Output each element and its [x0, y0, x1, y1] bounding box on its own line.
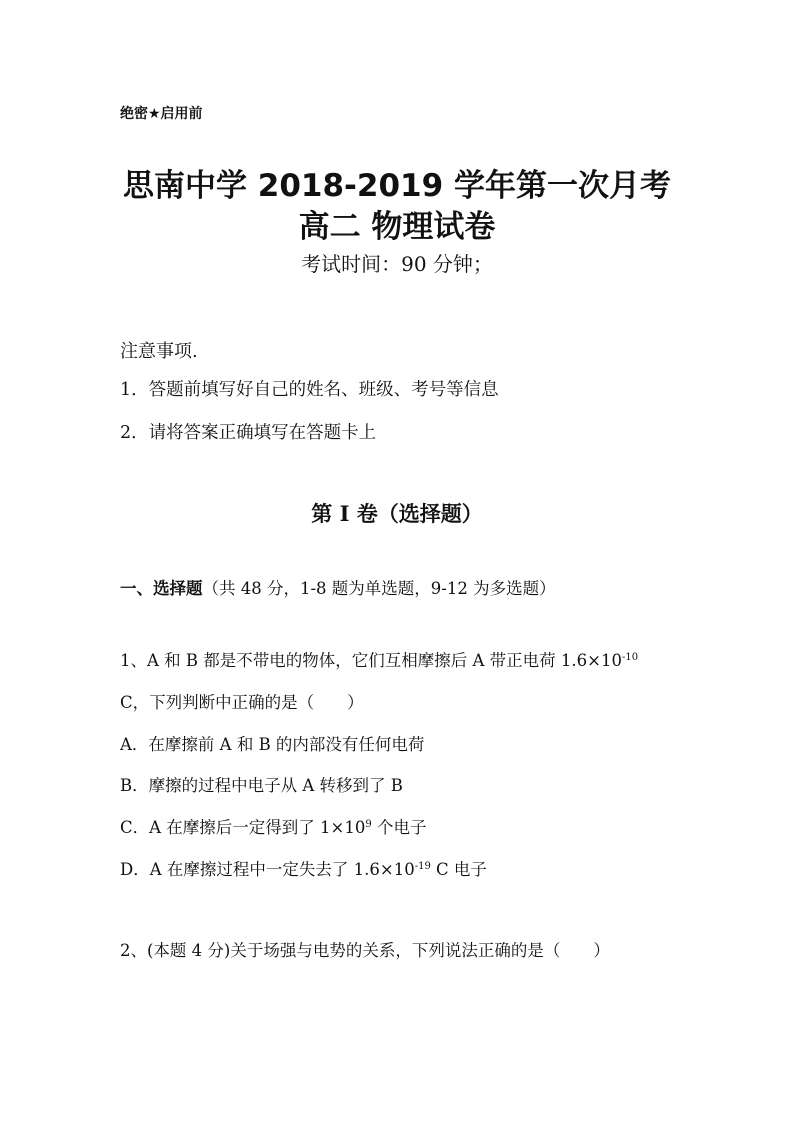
question-1-stem: [120, 647, 638, 671]
option-d-text-tail: C 电子: [430, 860, 487, 879]
part-title: [120, 575, 556, 599]
option-d: [120, 856, 487, 880]
exponent: 9: [365, 819, 372, 830]
exponent: -10: [622, 652, 639, 663]
exponent: -19: [414, 861, 431, 872]
option-d-text: D．A 在摩擦过程中一定失去了 1.6×10: [120, 860, 415, 879]
exam-title: 思南中学 2018-2019 学年第一次月考: [122, 168, 671, 204]
confidential-mark: 绝密★启用前: [120, 106, 203, 122]
section-title: 第 I 卷（选择题）: [311, 501, 483, 526]
option-c-text-tail: 个电子: [371, 818, 427, 837]
exam-subject-title: 高二 物理试卷: [298, 209, 496, 245]
question-1-stem-cont: C，下列判断中正确的是（ ）: [120, 693, 364, 712]
question-2-stem: 2、(本题 4 分)关于场强与电势的关系，下列说法正确的是（ ）: [120, 941, 610, 960]
part-note: （共 48 分，1-8 题为单选题，9-12 为多选题）: [202, 579, 556, 598]
option-b: B．摩擦的过程中电子从 A 转移到了 B: [120, 776, 403, 795]
option-c-text: C．A 在摩擦后一定得到了 1×10: [120, 818, 366, 837]
option-a: A．在摩擦前 A 和 B 的内部没有任何电荷: [120, 735, 425, 754]
option-c: [120, 814, 426, 838]
exam-time: 考试时间：90 分钟；: [301, 252, 493, 276]
notice-title: 注意事项.: [120, 341, 198, 362]
part-label: 一、选择题: [120, 579, 203, 598]
notice-item: 2．请将答案正确填写在答题卡上: [120, 423, 377, 443]
notice-item: 1．答题前填写好自己的姓名、班级、考号等信息: [120, 380, 499, 400]
question-1-text: 1、A 和 B 都是不带电的物体，它们互相摩擦后 A 带正电荷 1.6×10: [120, 651, 622, 670]
